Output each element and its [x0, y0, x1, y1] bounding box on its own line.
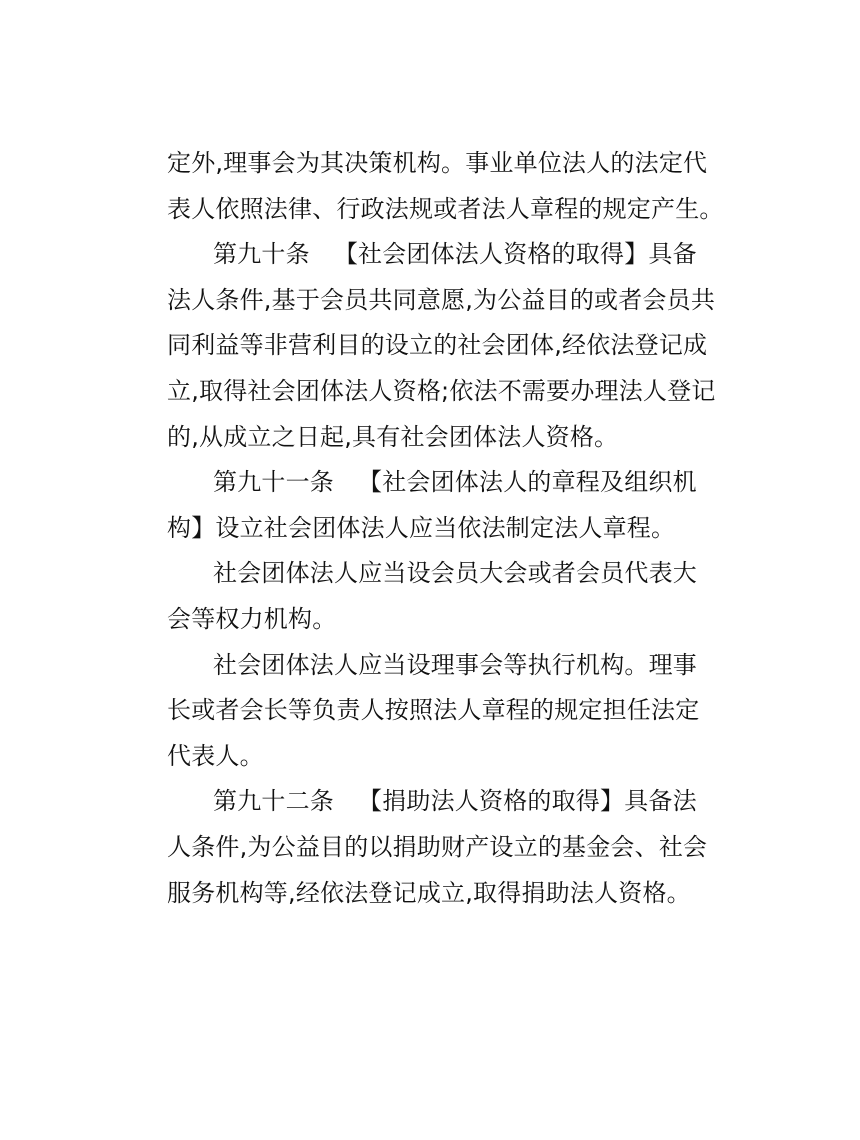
- paragraph: [167, 643, 707, 780]
- text-line: 同利益等非营利目的设立的社会团体,经依法登记成: [167, 331, 708, 360]
- text-line: 定外,理事会为其决策机构。事业单位法人的法定代: [167, 149, 708, 177]
- text-line: 长或者会长等负责人按照法人章程的规定担任法定: [167, 696, 700, 725]
- text-line: [167, 460, 707, 506]
- text-line: 表人依照法律、行政法规或者法人章程的规定产生。: [167, 194, 724, 223]
- paragraph: [167, 551, 707, 642]
- text-line: 的,从成立之日起,具有社会团体法人资格。: [167, 422, 619, 451]
- text-line: 人条件,为公益目的以捐助财产设立的基金会、社会: [167, 832, 708, 861]
- article-number: 第九十一条: [213, 468, 334, 497]
- text-line: [167, 232, 707, 278]
- article-number: 第九十二条: [213, 787, 334, 816]
- text-line: 社会团体法人应当设理事会等执行机构。理事: [213, 650, 697, 679]
- article-90: [167, 232, 716, 460]
- text-line: 服务机构等,经依法登记成立,取得捐助法人资格。: [167, 878, 691, 907]
- document-page: [167, 141, 724, 916]
- article-heading-text: 【社会团体法人的章程及组织机: [358, 468, 697, 497]
- article-92: [167, 779, 707, 916]
- text-line: 社会团体法人应当设会员大会或者会员代表大: [213, 559, 697, 588]
- text-line: 代表人。: [167, 741, 264, 770]
- text-line: 构】设立社会团体法人应当依法制定法人章程。: [167, 513, 676, 542]
- article-number: 第九十条: [213, 240, 310, 269]
- text-line: [167, 779, 707, 825]
- text-line: 会等权力机构。: [167, 604, 337, 633]
- article-heading-text: 【捐助法人资格的取得】具备法: [358, 787, 697, 816]
- text-line: 立,取得社会团体法人资格;依法不需要办理法人登记: [167, 376, 716, 405]
- text-line: 法人条件,基于会员共同意愿,为公益目的或者会员共: [167, 285, 716, 314]
- article-91: [167, 460, 707, 551]
- paragraph: [167, 141, 724, 232]
- article-heading-text: 【社会团体法人资格的取得】具备: [333, 240, 697, 269]
